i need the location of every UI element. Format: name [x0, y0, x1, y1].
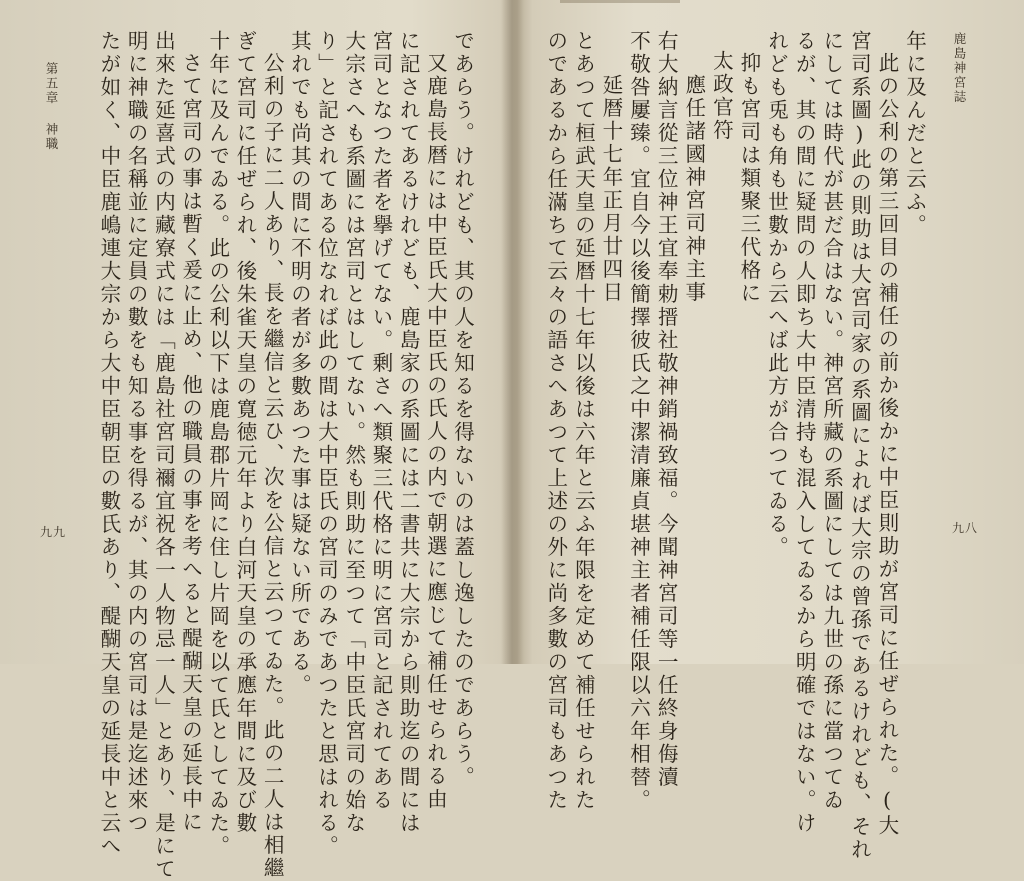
text-column: 此の公利の第三回目の補任の前か後かに中臣則助が宮司に任ぜられた。(大: [874, 52, 899, 838]
text-column: であらう。けれども、其の人を知るを得ないのは蓋し逸したのであらう。: [450, 30, 475, 789]
text-column: 出來た延喜式の内藏寮式には「鹿島社宮司禰宜祝各一人物忌一人」とあり、是にて: [151, 30, 176, 881]
text-column: 不敬咎屢臻。宜自今以後簡擇彼氏之中潔清廉貞堪神主者補任限以六年相替。: [626, 30, 651, 812]
text-column: 十年に及んでゐる。此の公利以下は鹿島郡片岡に住し片岡を以て氏としてゐた。: [205, 30, 230, 858]
right-page-number: 九八: [952, 521, 979, 535]
text-column: り」と記されてある位なれば此の間は大中臣氏の宮司のみであつたと思はれる。: [314, 30, 339, 858]
left-running-head: 第五章 神職: [44, 62, 59, 152]
text-column: れども兎も角も世數から云へば此方が合つてゐる。: [764, 30, 789, 559]
text-column: 其れでも尚其の間に不明の者が多數あつた事は疑ない所である。: [287, 30, 312, 697]
text-column: 又鹿島長暦には中臣氏大中臣氏の氏人の内で朝選に應じて補任せられる由: [423, 52, 448, 811]
text-column: さて宮司の事は暫く爰に止め、他の職員の事を考へると醍醐天皇の延長中に: [178, 52, 203, 834]
text-column: 宮司系圖)此の則助は大宮司家の系圖によれば大宗の曾孫であるけれども、それ: [847, 30, 872, 862]
right-running-head: 鹿島神宮誌: [952, 32, 967, 105]
left-page-number: 九九: [40, 525, 67, 539]
text-column: 太政官符: [709, 50, 734, 142]
text-column: 公利の子に二人あり、長を繼信と云ひ、次を公信と云つてゐた。此の二人は相繼: [260, 52, 285, 880]
text-column: に記されてあるけれども、鹿島家の系圖には二書共に大宗から則助迄の間には: [396, 30, 421, 835]
text-column: ぎて宮司に任ぜられ、後朱雀天皇の寛徳元年より白河天皇の承應年間に及び數: [232, 30, 257, 835]
text-column: にしては時代が甚だ合はない。神宮所藏の系圖にしては九世の孫に當つてゐ: [819, 30, 844, 812]
text-column: 抑も宮司は類聚三代格に: [736, 52, 761, 305]
text-column: 應任諸國神宮司神主事: [681, 74, 706, 304]
text-column: 右大納言從三位神王宜奉勅搢社敬神銷禍致福。今聞神宮司等一任終身侮瀆: [654, 30, 679, 789]
text-column: のであるから任滿ちて云々の語さへあつて上述の外に尚多數の宮司もあつた: [543, 30, 568, 812]
text-column: 明に神職の名稱並に定員の數をも知る事を得るが、其の内の宮司は是迄述來つ: [124, 30, 149, 835]
right-page: [512, 0, 1024, 862]
text-column: 年に及んだと云ふ。: [902, 30, 927, 237]
text-column: るが、其の間に疑問の人即ち大中臣清持も混入してゐるから明確ではない。け: [792, 30, 817, 835]
text-column: 大宗さへも系圖には宮司とはしてない。然も則助に至つて「中臣氏宮司の始な: [341, 30, 366, 835]
text-column: 延暦十七年正月廿四日: [598, 74, 623, 304]
text-column: たが如く、中臣鹿嶋連大宗から大中臣朝臣の數氏あり、醍醐天皇の延長中と云へ: [96, 30, 121, 858]
text-column: 宮司となつた者を擧げてない。剰さへ類聚三代格に明に宮司と記されてある: [368, 30, 393, 812]
text-column: とあつて桓武天皇の延暦十七年以後は六年と云ふ年限を定めて補任せられた: [571, 30, 596, 812]
